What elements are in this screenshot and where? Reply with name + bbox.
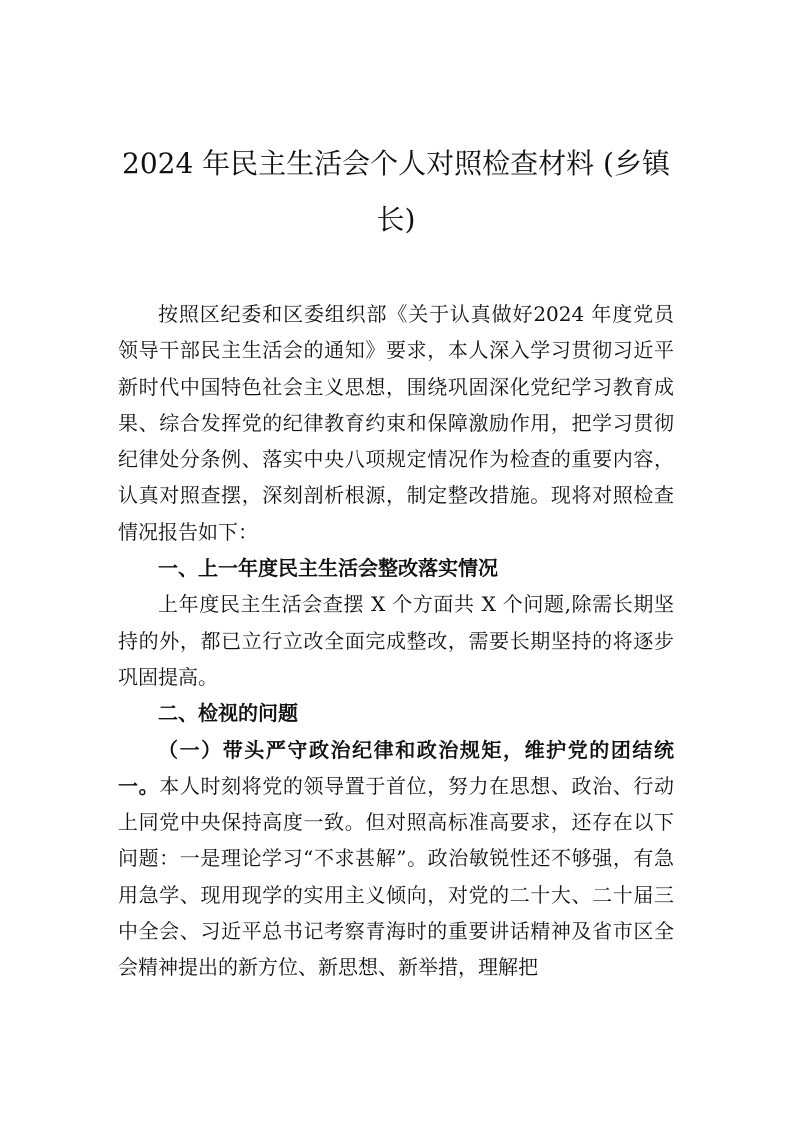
subsection-1-body: 本人时刻将党的领导置于首位，努力在思想、政治、行动上同党中央保持高度一致。但对照高标准高要求，还存在以下问题：一是理论学习“不求甚解”。政治敏锐性还不够强，有急用急学、现用现学的实用主义倾向，对党的二十大、二十届三中全会、习近平总书记考察青海时的重要讲话精神及省市区全会精神提出的新方位、新思想、新举措，理解把	[118, 773, 675, 980]
subsection-1-paragraph	[118, 732, 674, 986]
section-2-heading: 二、检视的问题	[158, 701, 298, 726]
document-title: 2024 年民主生活会个人对照检查材料 (乡镇长)	[122, 147, 670, 236]
subsection-1-heading: （一）带头严守政治纪律和政治规矩，维护党的团结统一。	[118, 737, 674, 798]
intro-paragraph: 按照区纪委和区委组织部《关于认真做好2024 年度党员领导干部民主生活会的通知》要求，本人深入学习贯彻习近平新时代中国特色社会主义思想，围绕巩固深化党纪学习教育成果、综合发挥党的纪律教育约束和保障激励作用，把学习贯彻纪律处分条例、落实中央八项规定情况作为检查的重要内容，认真对照查摆，深刻剖析根源，制定整改措施。现将对照检查情况报告如下：	[118, 302, 674, 544]
document-page	[118, 136, 674, 986]
section-1-body: 上年度民主生活会查摆 X 个方面共 X 个问题,除需长期坚持的外，都已立行立改全面完成整改，需要长期坚持的将逐步巩固提高。	[118, 592, 674, 689]
section-1-heading: 一、上一年度民主生活会整改落实情况	[158, 556, 498, 581]
